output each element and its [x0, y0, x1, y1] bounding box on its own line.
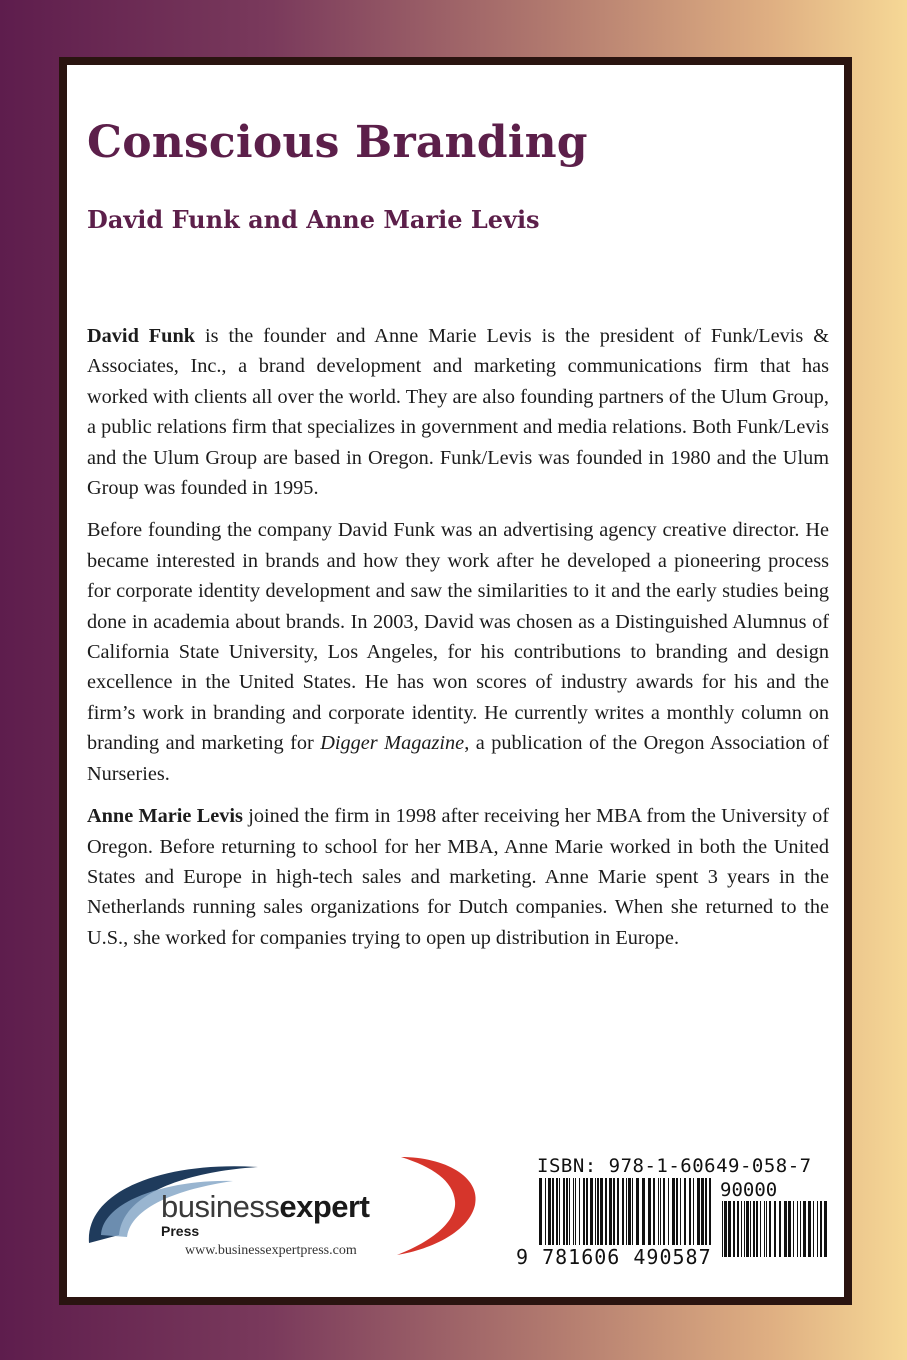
bio-text-2a: Before founding the company David Funk was an advertising agency creative director. He became interested in brands and how they work after he developed a pioneering process for corporate identity development and saw the similarities to it and the early studies being done in academia about brands. In 2003, David was chosen as a Distinguished Alumnus of California State University, Los Angeles, for his contributions to branding and design excellence in the United States. He has won scores of industry awards for his and the firm’s work in branding and corporate identity. He currently writes a monthly column on branding and marketing for: [87, 519, 829, 755]
barcode-bar: [817, 1201, 818, 1257]
bio-paragraph-3: [87, 801, 829, 953]
bio-text-3: joined the firm in 1998 after receiving her MBA from the University of Oregon. Before returning to school for her MBA, Anne Marie worked in both the United States and Europe in high-tech sales and marketing. Anne Marie spent 3 years in the Netherlands running sales organizations for Dutch companies. When she returned to the U.S., she worked for companies trying to open up distribution in Europe.: [87, 805, 830, 949]
publisher-name: [161, 1191, 369, 1222]
publisher-name-bold: expert: [279, 1189, 370, 1224]
cover-frame: [59, 57, 852, 1305]
barcode-bar: [746, 1201, 749, 1257]
publisher-press: Press: [161, 1223, 200, 1239]
publisher-url: www.businessexpertpress.com: [185, 1243, 357, 1258]
barcode-bar: [750, 1201, 751, 1257]
barcode-bar: [744, 1201, 745, 1257]
barcode-bar: [788, 1201, 791, 1257]
bio-paragraph-1: [87, 321, 829, 503]
barcode-bar: [741, 1201, 742, 1257]
price-code: 90000: [720, 1179, 778, 1201]
bio-lead-david: David Funk: [87, 325, 196, 347]
barcode-bar: [764, 1201, 765, 1257]
barcode-digits: 9 781606 490587: [516, 1245, 712, 1269]
publisher-name-light: business: [161, 1189, 280, 1224]
barcode-bar: [797, 1201, 798, 1257]
bio-text-1: is the founder and Anne Marie Levis is the president of Funk/Levis & Associates, Inc., a brand development and marketing communications firm that has worked with clients all over the world. They are also founding partners of the Ulum Group, a public relations firm that specializes in government and media relations. Both Funk/Levis and the Ulum Group are based in Oregon. Funk/Levis was founded in 1980 and the Ulum Group was founded in 1995.: [87, 325, 830, 500]
barcode-bar: [756, 1201, 758, 1257]
barcode-bar: [774, 1201, 776, 1257]
barcode-bar: [769, 1201, 771, 1257]
bio-text-2b: , a publication of the Oregon Association of Nurseries.: [87, 732, 830, 785]
back-cover-page: [67, 65, 844, 1297]
barcode-bar: [760, 1201, 761, 1257]
book-title: Conscious Branding: [87, 117, 588, 168]
barcode-bar: [808, 1201, 811, 1257]
barcode-bar: [733, 1201, 735, 1257]
book-authors: David Funk and Anne Marie Levis: [87, 205, 540, 234]
barcode-bar: [728, 1201, 731, 1257]
barcode-bar: [724, 1201, 727, 1257]
barcode-bar: [766, 1201, 767, 1257]
barcode-bar: [784, 1201, 787, 1257]
barcode-bar: [824, 1201, 827, 1257]
price-barcode: [720, 1201, 832, 1257]
barcode-bar: [803, 1201, 806, 1257]
bio-lead-anne: Anne Marie Levis: [87, 805, 243, 828]
barcode-bar: [753, 1201, 755, 1257]
isbn-label: ISBN: 978-1-60649-058-7: [537, 1155, 812, 1177]
barcode-bar: [779, 1201, 781, 1257]
magazine-title: Digger Magazine: [320, 732, 465, 755]
barcode-bar: [793, 1201, 794, 1257]
author-bio: [87, 321, 829, 965]
barcode-bar: [722, 1201, 723, 1257]
bio-paragraph-2: [87, 515, 829, 789]
barcode-bar: [820, 1201, 822, 1257]
barcode-bar: [800, 1201, 801, 1257]
barcode-bar: [813, 1201, 814, 1257]
barcode-bar: [737, 1201, 739, 1257]
